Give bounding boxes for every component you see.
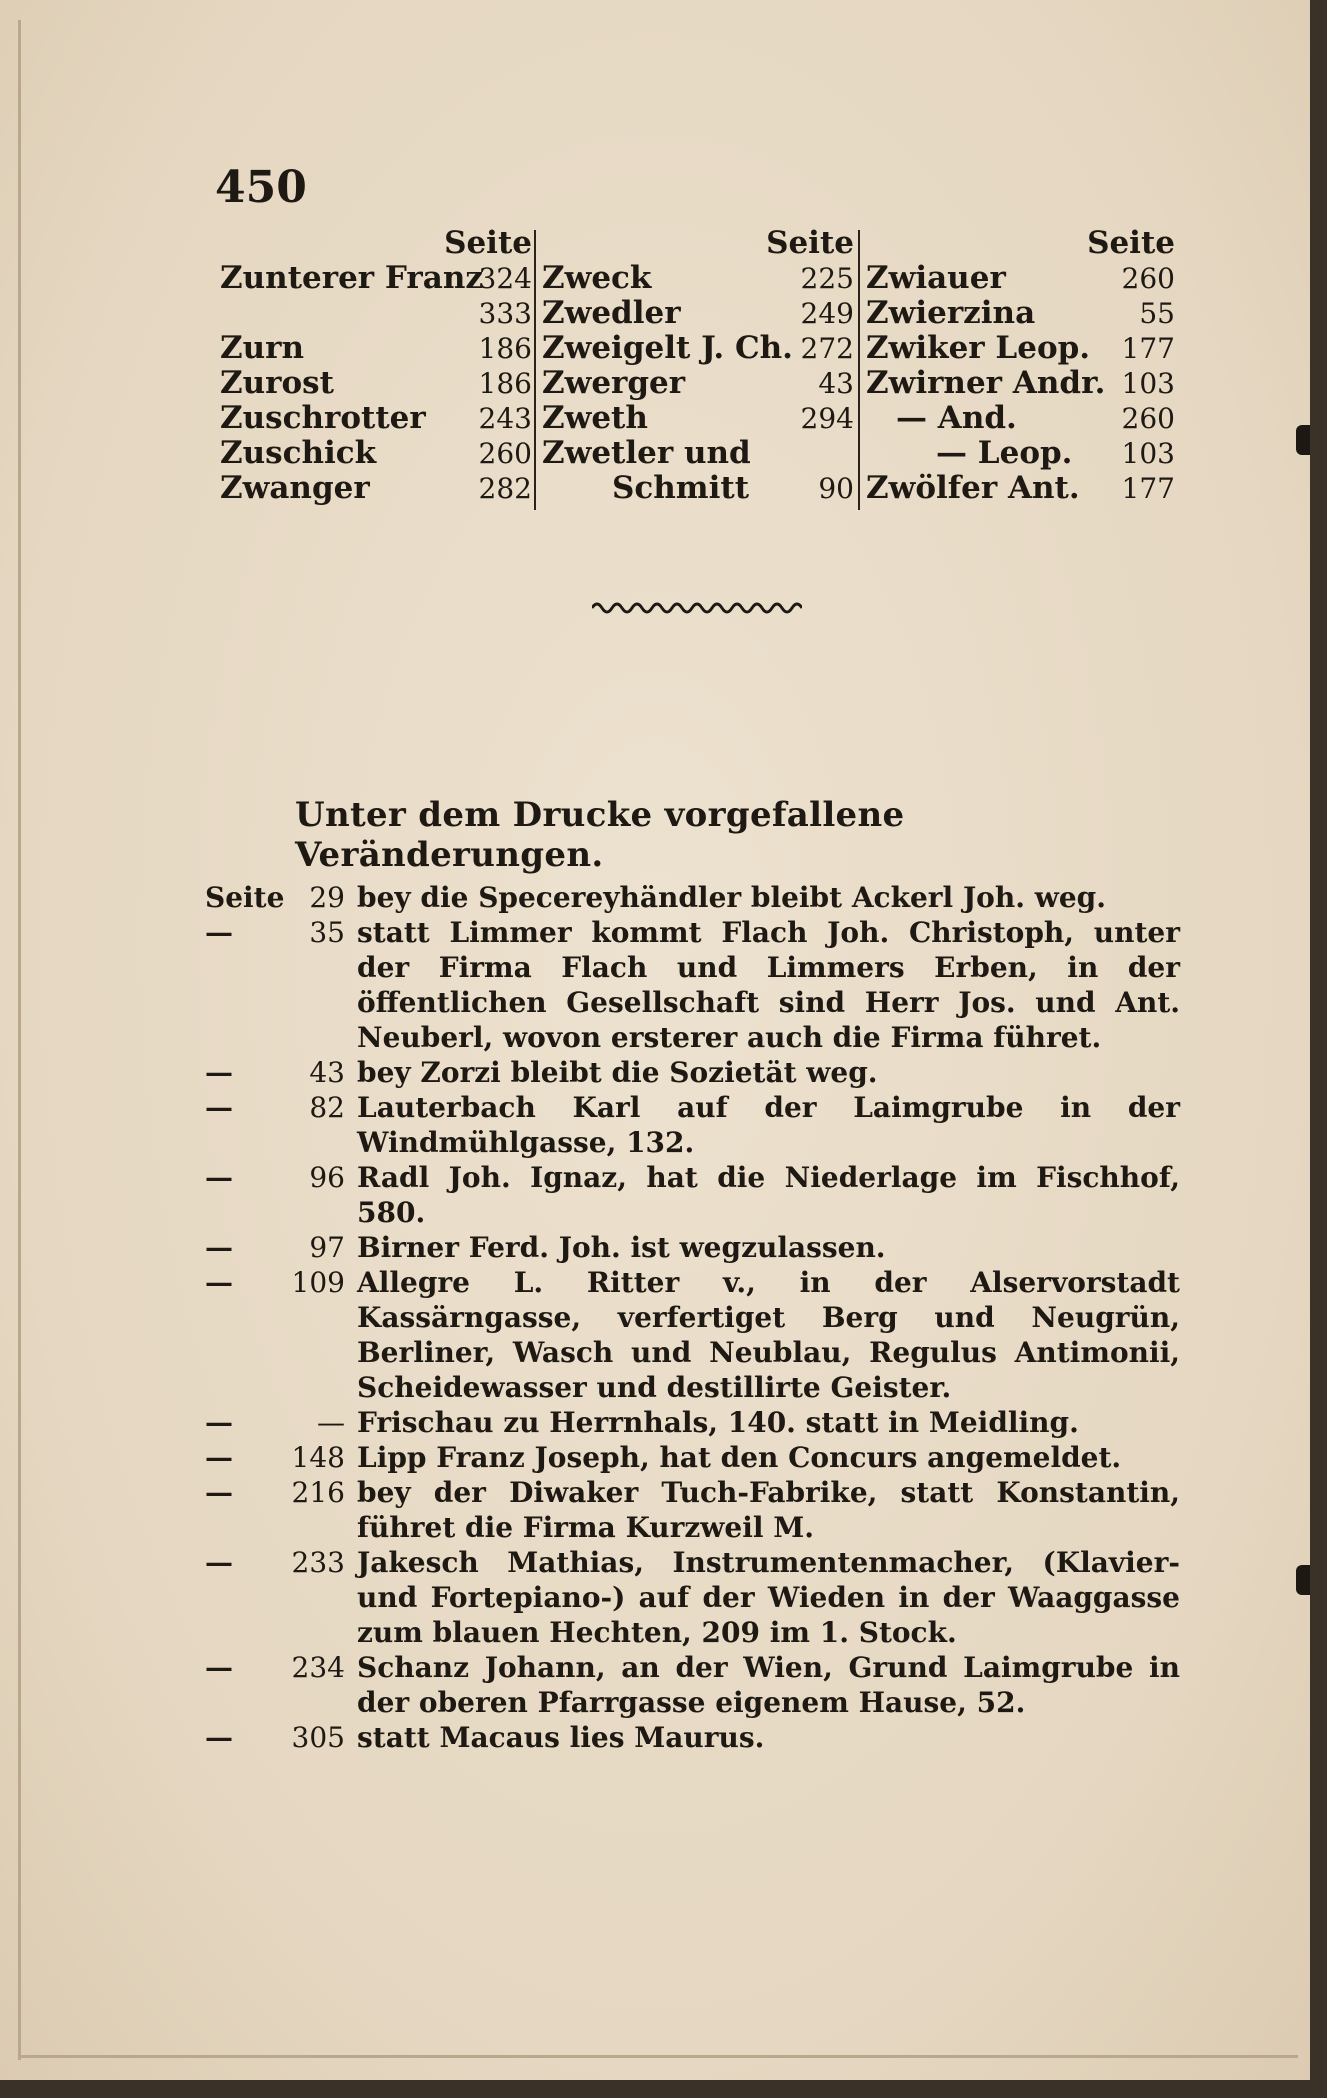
entry-page: 294 (800, 402, 854, 435)
entry-name: Zunterer Franz (220, 260, 483, 296)
index-entry (542, 366, 854, 401)
entry-name: Zwedler (542, 295, 681, 331)
page-number: 450 (215, 162, 307, 213)
change-text: Allegre L. Ritter v., in der Alservorstadt Kassärngasse, verfertiget Berg und Neugrün, Berliner, Wasch und Neublau, Regulus Antimonii, Scheidewasser und destillirte Geister. (357, 1266, 1180, 1404)
entry-page: 90 (818, 472, 854, 505)
entry-name: Zwiauer (866, 260, 1006, 296)
index-entry (220, 261, 532, 296)
change-entry (205, 915, 1180, 1055)
index-entry (220, 331, 532, 366)
change-page: 97 (309, 1231, 345, 1264)
index-entry (220, 366, 532, 401)
change-text: Schanz Johann, an der Wien, Grund Laimgrube in der oberen Pfarrgasse eigenem Hause, 52. (357, 1651, 1180, 1719)
change-reference (205, 880, 345, 915)
index-entry (220, 296, 532, 331)
entry-name: Zwiker Leop. (866, 330, 1091, 366)
change-page: — (317, 1406, 345, 1439)
index-entry (542, 401, 854, 436)
change-page: 35 (309, 916, 345, 949)
column-divider (534, 230, 536, 510)
entry-page: 249 (800, 297, 854, 330)
change-entry (205, 1230, 1180, 1265)
entry-page: 103 (1121, 367, 1175, 400)
index-entry (866, 296, 1175, 331)
entry-name: Zweigelt J. Ch. (542, 330, 793, 366)
wavy-divider-ornament (592, 598, 802, 618)
entry-name: Schmitt (612, 470, 750, 506)
entry-page: 243 (478, 402, 532, 435)
entry-page: 260 (1121, 402, 1175, 435)
page-tab-marker (1296, 1565, 1310, 1595)
index-entry (542, 331, 854, 366)
change-entry (205, 1160, 1180, 1230)
entry-page: 186 (478, 332, 532, 365)
change-prefix: — (205, 1546, 233, 1579)
change-page: 96 (309, 1161, 345, 1194)
change-prefix: — (205, 1721, 233, 1754)
change-prefix: — (205, 1406, 233, 1439)
change-page: 109 (291, 1266, 345, 1299)
change-prefix: Seite (205, 881, 285, 914)
entry-page: 225 (800, 262, 854, 295)
change-text: statt Limmer kommt Flach Joh. Christoph, unter der Firma Flach und Limmers Erben, in der öffentlichen Gesellschaft sind Herr Jos. und Ant. Neuberl, wovon ersterer auch die Firma führet. (357, 916, 1180, 1054)
change-page: 305 (291, 1721, 345, 1754)
change-reference (205, 1090, 345, 1125)
entry-page: 272 (800, 332, 854, 365)
entry-page: 260 (1121, 262, 1175, 295)
change-text: bey die Specereyhändler bleibt Ackerl Joh. weg. (357, 881, 1106, 914)
entry-page: 177 (1121, 472, 1175, 505)
column-header: Seite (444, 225, 532, 261)
change-reference (205, 1650, 345, 1685)
index-column-2 (542, 225, 854, 515)
change-prefix: — (205, 916, 233, 949)
section-heading: Unter dem Drucke vorgefallene Veränderungen. (295, 795, 905, 875)
change-entry (205, 1090, 1180, 1160)
entry-name: Zurost (220, 365, 334, 401)
entry-page: 177 (1121, 332, 1175, 365)
change-page: 82 (309, 1091, 345, 1124)
change-page: 43 (309, 1056, 345, 1089)
entry-page: 333 (478, 297, 532, 330)
change-reference (205, 1160, 345, 1195)
change-prefix: — (205, 1231, 233, 1264)
entry-name: Zwerger (542, 365, 686, 401)
change-reference (205, 915, 345, 950)
entry-page: 43 (818, 367, 854, 400)
index-column-3 (866, 225, 1175, 515)
entry-page: 103 (1121, 437, 1175, 470)
entry-name: Zwölfer Ant. (866, 470, 1080, 506)
change-reference (205, 1230, 345, 1265)
change-reference (205, 1475, 345, 1510)
change-prefix: — (205, 1056, 233, 1089)
entry-page: 260 (478, 437, 532, 470)
change-prefix: — (205, 1091, 233, 1124)
page-bottom-rule (18, 2055, 1298, 2058)
column-header: Seite (766, 225, 854, 261)
change-entry (205, 1475, 1180, 1545)
change-text: Lauterbach Karl auf der Laimgrube in der Windmühlgasse, 132. (357, 1091, 1180, 1159)
name-index-table (220, 225, 1175, 515)
change-entry (205, 1055, 1180, 1090)
entry-page: 55 (1139, 297, 1175, 330)
change-text: bey der Diwaker Tuch-Fabrike, statt Konstantin, führet die Firma Kurzweil M. (357, 1476, 1180, 1544)
entry-name: — Leop. (936, 435, 1073, 471)
change-reference (205, 1265, 345, 1300)
index-entry (220, 471, 532, 506)
entry-name: Zurn (220, 330, 305, 366)
index-entry (866, 261, 1175, 296)
change-entry (205, 1720, 1180, 1755)
change-reference (205, 1055, 345, 1090)
change-page: 216 (291, 1476, 345, 1509)
index-entry (866, 401, 1175, 436)
change-prefix: — (205, 1441, 233, 1474)
change-page: 234 (291, 1651, 345, 1684)
change-prefix: — (205, 1161, 233, 1194)
change-text: Radl Joh. Ignaz, hat die Niederlage im Fischhof, 580. (357, 1161, 1180, 1229)
entry-name: Zwierzina (866, 295, 1036, 331)
entry-name: Zweth (542, 400, 648, 436)
change-page: 233 (291, 1546, 345, 1579)
index-entry (220, 436, 532, 471)
column-divider (858, 230, 860, 510)
change-reference (205, 1545, 345, 1580)
index-entry (220, 401, 532, 436)
change-page: 148 (291, 1441, 345, 1474)
column-header: Seite (1087, 225, 1175, 261)
index-entry (542, 261, 854, 296)
change-entry (205, 880, 1180, 915)
entry-page: 324 (478, 262, 532, 295)
change-reference (205, 1720, 345, 1755)
change-entry (205, 1405, 1180, 1440)
index-entry (542, 296, 854, 331)
change-text: Lipp Franz Joseph, hat den Concurs angemeldet. (357, 1441, 1122, 1474)
index-entry (542, 436, 854, 471)
page-tab-marker (1296, 425, 1310, 455)
change-text: Frischau zu Herrnhals, 140. statt in Meidling. (357, 1406, 1079, 1439)
entry-name: Zwanger (220, 470, 370, 506)
entry-name: Zweck (542, 260, 652, 296)
change-reference (205, 1440, 345, 1475)
index-entry (866, 366, 1175, 401)
index-entry (866, 331, 1175, 366)
entry-name: Zuschick (220, 435, 377, 471)
change-prefix: — (205, 1476, 233, 1509)
change-entry (205, 1265, 1180, 1405)
index-entry (542, 471, 854, 506)
index-entry (866, 471, 1175, 506)
change-page: 29 (309, 881, 345, 914)
change-text: Birner Ferd. Joh. ist wegzulassen. (357, 1231, 886, 1264)
change-reference (205, 1405, 345, 1440)
entry-page: 186 (478, 367, 532, 400)
index-entry (866, 436, 1175, 471)
changes-list (205, 880, 1180, 1755)
change-text: statt Macaus lies Maurus. (357, 1721, 765, 1754)
index-column-1 (220, 225, 532, 515)
change-text: bey Zorzi bleibt die Sozietät weg. (357, 1056, 878, 1089)
change-entry (205, 1545, 1180, 1650)
change-prefix: — (205, 1266, 233, 1299)
change-entry (205, 1650, 1180, 1720)
entry-page: 282 (478, 472, 532, 505)
entry-name: Zwirner Andr. (866, 365, 1106, 401)
entry-name: — And. (896, 400, 1017, 436)
entry-name: Zuschrotter (220, 400, 426, 436)
change-entry (205, 1440, 1180, 1475)
entry-name: Zwetler und (542, 435, 751, 471)
page-edge-rule (18, 20, 21, 2060)
change-prefix: — (205, 1651, 233, 1684)
change-text: Jakesch Mathias, Instrumentenmacher, (Klavier- und Fortepiano-) auf der Wieden in der Waaggasse zum blauen Hechten, 209 im 1. Stock. (357, 1546, 1180, 1649)
